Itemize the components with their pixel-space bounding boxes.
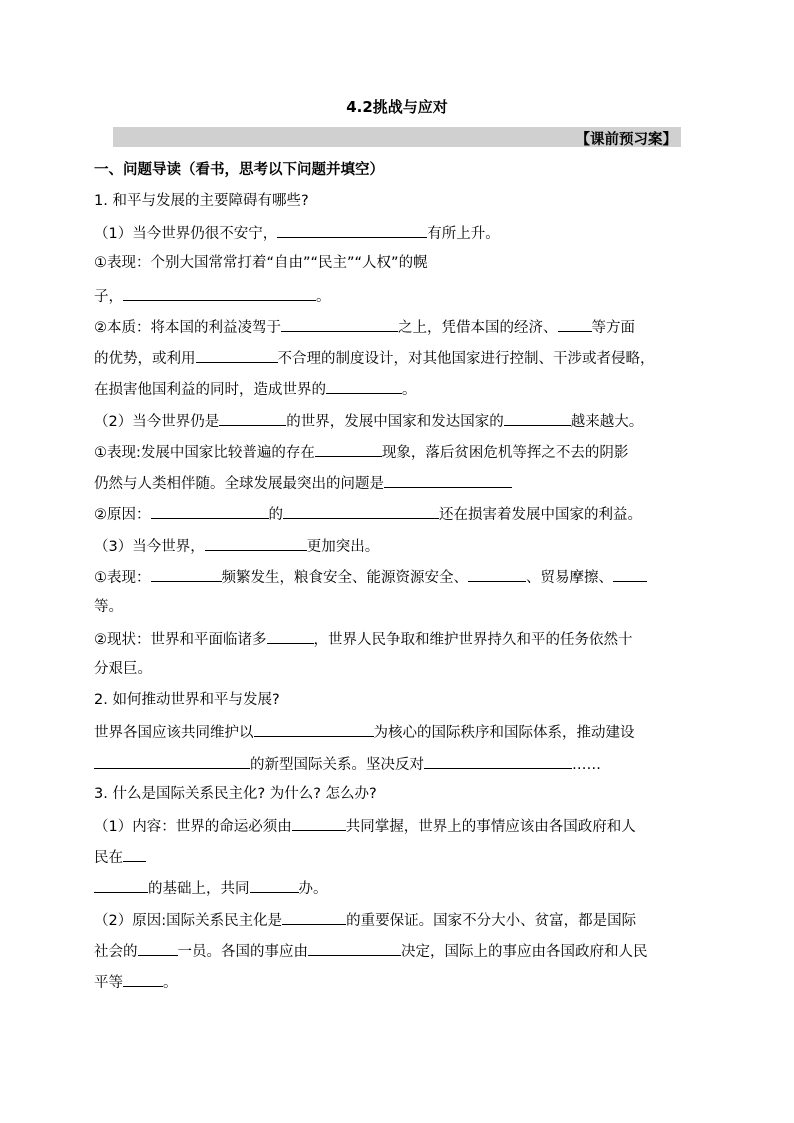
q1-point-3: （3）当今世界， 更加突出。 <box>94 535 704 557</box>
q1-bullet-2-end: 在损害他国利益的同时，造成世界的 。 <box>94 378 704 400</box>
fill-blank[interactable] <box>250 877 299 893</box>
q1-bullet-3: ①表现:发展中国家比较普遍的存在 现象，落后贫困危机等挥之不去的阴影 <box>94 441 704 463</box>
section-tag: 【课前预习案】 <box>575 132 677 148</box>
fill-blank[interactable] <box>219 410 286 426</box>
fill-blank[interactable] <box>283 503 439 519</box>
fill-blank[interactable] <box>468 566 526 582</box>
q1-bullet-6: ②现状：世界和平面临诸多 ，世界人民争取和维护世界持久和平的任务依然十 <box>94 628 704 650</box>
document-title: 4.2挑战与应对 <box>346 98 448 116</box>
fill-blank[interactable] <box>151 503 269 519</box>
fill-blank[interactable] <box>424 753 572 769</box>
fill-blank[interactable] <box>281 316 398 332</box>
fill-blank[interactable] <box>315 441 382 457</box>
fill-blank[interactable] <box>292 815 346 831</box>
q1-bullet-5-end: 等。 <box>94 599 123 615</box>
fill-blank[interactable] <box>94 753 250 769</box>
q1-bullet-1-cont: 子， 。 <box>94 285 704 307</box>
q3-point-2-end: 平等 。 <box>94 971 704 993</box>
fill-blank[interactable] <box>282 909 346 925</box>
q3-point-2-cont: 社会的 一员。各国的事应由 决定，国际上的事应由各国政府和人民 <box>94 940 704 962</box>
fill-blank[interactable] <box>308 940 401 956</box>
fill-blank[interactable] <box>384 472 512 488</box>
q1-bullet-2: ②本质：将本国的利益凌驾于 之上，凭借本国的经济、 等方面 <box>94 316 704 338</box>
fill-blank[interactable] <box>326 378 402 394</box>
question-3-title: 3. 什么是国际关系民主化? 为什么? 怎么办? <box>94 786 377 802</box>
fill-blank[interactable] <box>123 285 316 301</box>
question-1-title: 1. 和平与发展的主要障碍有哪些? <box>94 193 309 209</box>
fill-blank[interactable] <box>196 347 278 363</box>
q3-point-1-cont: 民在 <box>94 846 704 868</box>
q1-bullet-4: ②原因： 的 还在损害着发展中国家的利益。 <box>94 503 704 525</box>
fill-blank[interactable] <box>504 410 571 426</box>
q2-line-1: 世界各国应该共同维护以 为核心的国际秩序和国际体系，推动建设 <box>94 721 704 743</box>
fill-blank[interactable] <box>267 628 314 644</box>
fill-blank[interactable] <box>205 535 307 551</box>
q2-line-2: 的新型国际关系。坚决反对 …… <box>94 753 704 775</box>
q3-point-1: （1）内容：世界的命运必须由 共同掌握，世界上的事情应该由各国政府和人 <box>94 815 704 837</box>
q1-point-2: （2）当今世界仍是 的世界，发展中国家和发达国家的 越来越大。 <box>94 410 704 432</box>
fill-blank[interactable] <box>151 566 222 582</box>
fill-blank[interactable] <box>123 846 146 862</box>
q1-bullet-1: ①表现：个别大国常常打着“自由”“民主”“人权”的幌 <box>94 255 428 271</box>
q1-bullet-5: ①表现： 频繁发生，粮食安全、能源资源安全、 、贸易摩擦、 <box>94 566 704 588</box>
fill-blank[interactable] <box>94 877 148 893</box>
q3-point-1-end: 的基础上，共同 办。 <box>94 877 704 899</box>
section-banner <box>113 127 681 147</box>
fill-blank[interactable] <box>138 940 178 956</box>
question-2-title: 2. 如何推动世界和平与发展? <box>94 692 280 708</box>
heading-question-guide: 一、问题导读（看书，思考以下问题并填空） <box>94 162 384 178</box>
q1-point-1: （1）当今世界仍很不安宁， 有所上升。 <box>94 222 704 244</box>
fill-blank[interactable] <box>277 222 427 238</box>
q3-point-2: （2）原因:国际关系民主化是 的重要保证。国家不分大小、贫富，都是国际 <box>94 909 704 931</box>
q1-bullet-3-cont: 仍然与人类相伴随。全球发展最突出的问题是 <box>94 472 704 494</box>
fill-blank[interactable] <box>254 721 374 737</box>
q1-bullet-2-cont: 的优势，或利用 不合理的制度设计，对其他国家进行控制、干涉或者侵略， <box>94 347 704 369</box>
fill-blank[interactable] <box>123 971 163 987</box>
fill-blank[interactable] <box>558 316 592 332</box>
q1-bullet-6-end: 分艰巨。 <box>94 661 152 677</box>
fill-blank[interactable] <box>613 566 647 582</box>
